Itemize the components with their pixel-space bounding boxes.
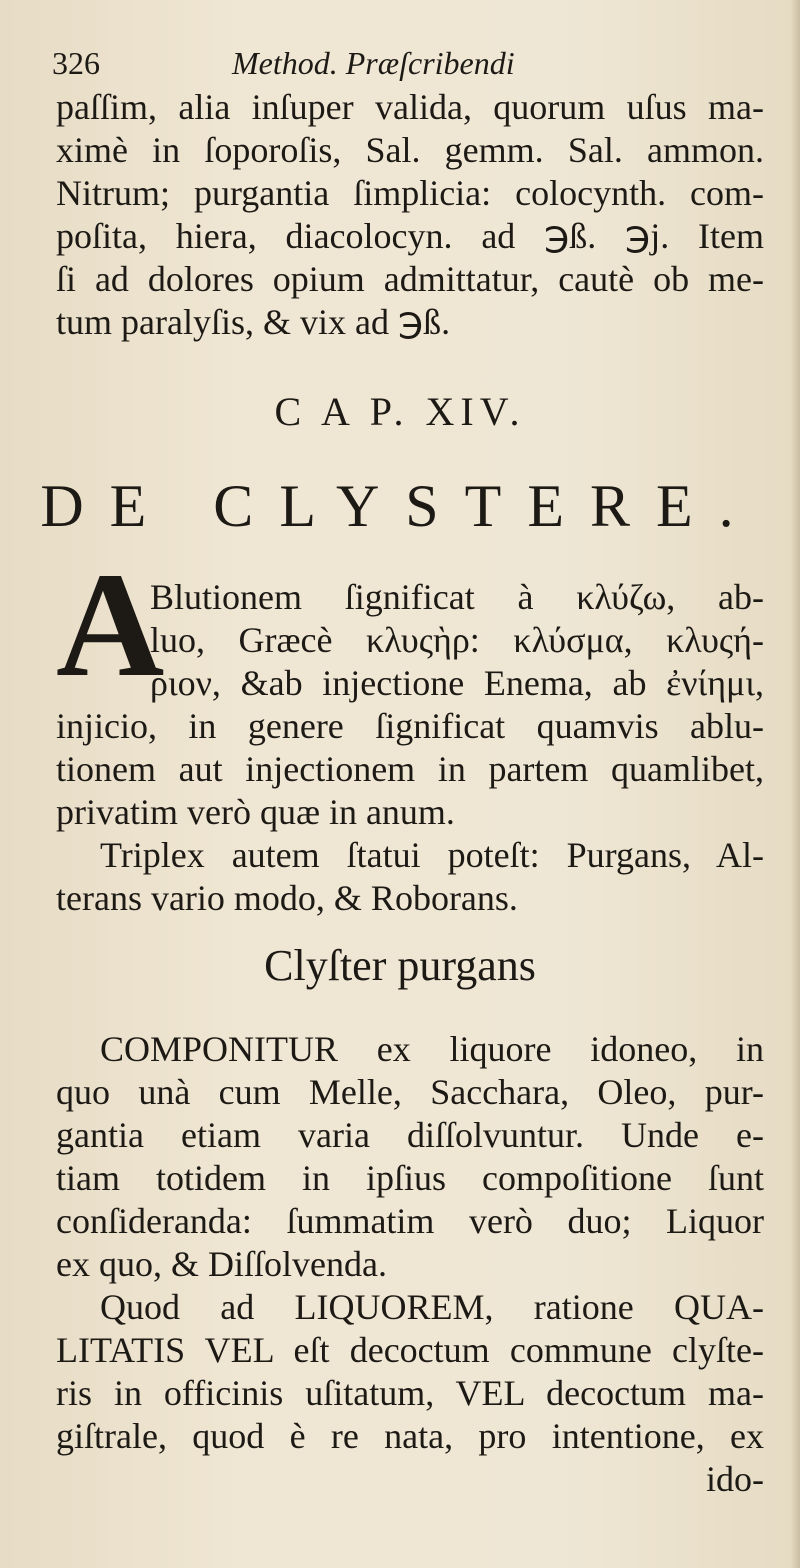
text-line: luo, Græcè κλυςὴρ: κλύσμα, κλυςή- (150, 620, 764, 660)
text-line: Triplex autem ſtatui poteſt: Purgans, Al- (100, 835, 764, 875)
text-line: terans vario modo, & Roborans. (56, 878, 518, 918)
text-line: Nitrum; purgantia ſimplicia: colocynth. com- (56, 173, 764, 213)
text-line: Blutionem ſignificat à κλύζω, ab- (150, 577, 764, 617)
text-line: LITATIS VEL eſt decoctum commune clyſte- (56, 1330, 764, 1370)
text-line: tiam totidem in ipſius compoſitione ſunt (56, 1158, 764, 1198)
text-line: quo unà cum Melle, Sacchara, Oleo, pur- (56, 1072, 764, 1112)
text-line: ris in officinis uſitatum, VEL decoctum ma- (56, 1373, 764, 1413)
text-line: COMPONITUR ex liquore idoneo, in (100, 1029, 764, 1069)
chapter-number: C A P. XIV. (274, 389, 526, 434)
text-line: paſſim, alia inſuper valida, quorum uſus ma- (56, 87, 764, 127)
text-line: ex quo, & Diſſolvenda. (56, 1244, 387, 1284)
text-line: gantia etiam varia diſſolvuntur. Unde e- (56, 1115, 764, 1155)
running-head (52, 45, 652, 91)
text-line: ριον, &ab injectione Enema, ab ἐνίημι, (150, 663, 764, 703)
page-edge (790, 0, 800, 1568)
text-line: conſideranda: ſummatim verò duo; Liquor (56, 1201, 764, 1241)
text-line: poſita, hiera, diacolocyn. ad ℈ß. ℈j. Item (56, 216, 764, 256)
page-number: 326 (52, 45, 100, 81)
running-title: Method. Præſcribendi (232, 45, 515, 81)
chapter-title: DE CLYSTERE. (40, 473, 760, 539)
text-line: privatim verò quæ in anum. (56, 792, 455, 832)
top-paragraph (56, 86, 764, 344)
text-line: tionem aut injectionem in partem quamlibet, (56, 749, 764, 789)
text-line: tum paralyſis, & vix ad ℈ß. (56, 302, 451, 342)
text-line: ximè in ſoporoſis, Sal. gemm. Sal. ammon. (56, 130, 764, 170)
intro-indented-lines (150, 576, 764, 705)
section-heading: Clyſter purgans (264, 941, 536, 990)
intro-paragraph (56, 705, 764, 834)
drop-cap-initial: A (56, 542, 165, 708)
text-line: ſi ad dolores opium admittatur, cautè ob me- (56, 259, 764, 299)
text-line: Quod ad LIQUOREM, ratione QUA- (100, 1287, 764, 1327)
triplex-paragraph (56, 834, 764, 920)
text-line: giſtrale, quod è re nata, pro intentione, ex (56, 1416, 764, 1456)
section-paragraph (56, 1028, 764, 1501)
catchword: ido- (706, 1459, 764, 1499)
text-line: injicio, in genere ſignificat quamvis ablu- (56, 706, 764, 746)
